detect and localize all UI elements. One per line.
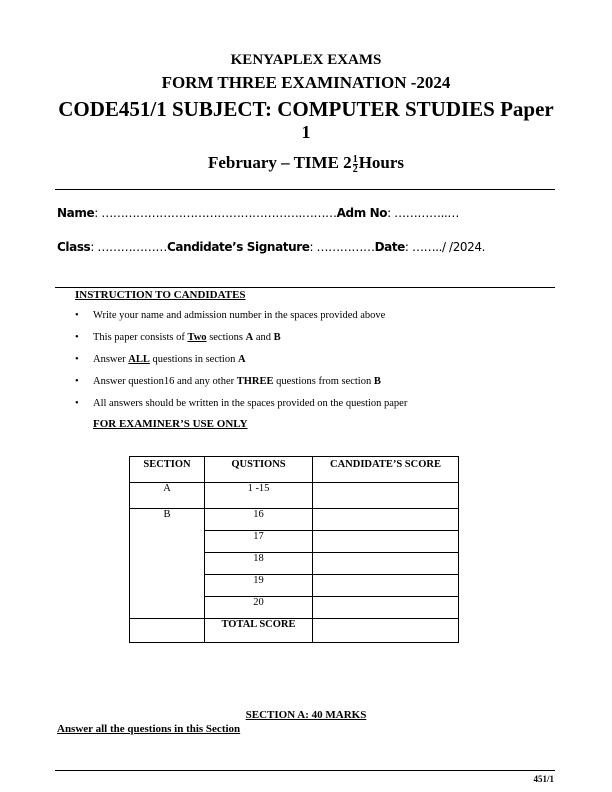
footer-code: 451/1 — [533, 774, 554, 784]
frac-num: 1 — [352, 153, 358, 165]
item-bold: THREE — [236, 376, 274, 387]
time-prefix: February – TIME 2 — [207, 153, 352, 172]
score-cell[interactable] — [313, 531, 459, 553]
list-item — [75, 330, 407, 352]
item-text: questions from section — [273, 376, 374, 387]
item-text: All answers should be written in the spaces provided on the question paper — [93, 398, 408, 409]
item-bold: ALL — [128, 354, 150, 365]
name-dots: : …………………………………………….……… — [94, 206, 337, 220]
item-bold: B — [373, 376, 381, 387]
time-suffix: Hours — [358, 153, 405, 172]
list-item — [75, 308, 407, 330]
instructions-title: INSTRUCTION TO CANDIDATES — [75, 289, 246, 301]
list-item — [75, 352, 407, 374]
question-cell: 17 — [205, 531, 313, 553]
score-table — [129, 456, 459, 643]
section-title: SECTION A: 40 MARKS — [245, 709, 367, 721]
item-text: Answer question16 and any other — [93, 376, 237, 387]
frac-den: 2 — [352, 163, 358, 175]
question-cell: 19 — [205, 575, 313, 597]
question-cell: 18 — [205, 553, 313, 575]
list-item — [75, 396, 407, 418]
instructions-list — [75, 308, 407, 418]
question-cell: 16 — [205, 509, 313, 531]
signature-label: Candidate’s Signature — [166, 240, 310, 254]
org-title: KENYAPLEX EXAMS — [230, 52, 382, 68]
section-a: A — [130, 483, 205, 509]
score-cell[interactable] — [313, 553, 459, 575]
name-field[interactable] — [57, 206, 459, 220]
class-field[interactable] — [57, 240, 485, 254]
score-cell[interactable] — [313, 483, 459, 509]
item-text: Write your name and admission number in the spaces provided above — [93, 310, 386, 321]
item-bold: A — [237, 354, 246, 365]
header-questions: QUSTIONS — [205, 457, 313, 483]
adm-label: Adm No — [336, 206, 388, 220]
score-cell[interactable] — [313, 509, 459, 531]
date-dots: : ……../ /2024. — [404, 240, 486, 254]
empty-cell — [130, 619, 205, 643]
item-text: sections — [206, 332, 246, 343]
total-score-cell[interactable] — [313, 619, 459, 643]
section-b: B — [130, 509, 205, 619]
fraction — [353, 155, 358, 174]
item-text: This paper consists of — [93, 332, 188, 343]
paper-number: 1 — [301, 122, 311, 142]
item-bold: Two — [187, 332, 207, 343]
footer-divider — [55, 770, 555, 771]
header-section: SECTION — [130, 457, 205, 483]
subject-line: CODE451/1 SUBJECT: COMPUTER STUDIES Paper — [58, 97, 554, 121]
list-item — [75, 374, 407, 396]
item-text: questions in section — [149, 354, 238, 365]
item-text: Answer — [93, 354, 129, 365]
signature-dots: : …………… — [309, 240, 375, 254]
header-score: CANDIDATE’S SCORE — [313, 457, 459, 483]
class-label: Class — [57, 240, 91, 254]
item-bold: B — [273, 332, 281, 343]
score-cell[interactable] — [313, 575, 459, 597]
class-dots: : ……………… — [90, 240, 167, 254]
examiner-title: FOR EXAMINER’S USE ONLY — [93, 418, 248, 430]
divider — [55, 287, 555, 288]
adm-dots: : …………..… — [387, 206, 460, 220]
total-label: TOTAL SCORE — [205, 619, 313, 643]
exam-title: FORM THREE EXAMINATION -2024 — [161, 73, 451, 92]
name-label: Name — [57, 206, 95, 220]
section-instruction: Answer all the questions in this Section — [57, 723, 241, 735]
divider — [55, 189, 555, 190]
item-text: and — [253, 332, 274, 343]
time-line — [0, 153, 612, 174]
score-cell[interactable] — [313, 597, 459, 619]
item-bold: A — [245, 332, 254, 343]
date-label: Date — [374, 240, 405, 254]
question-cell: 20 — [205, 597, 313, 619]
questions-a: 1 -15 — [205, 483, 313, 509]
